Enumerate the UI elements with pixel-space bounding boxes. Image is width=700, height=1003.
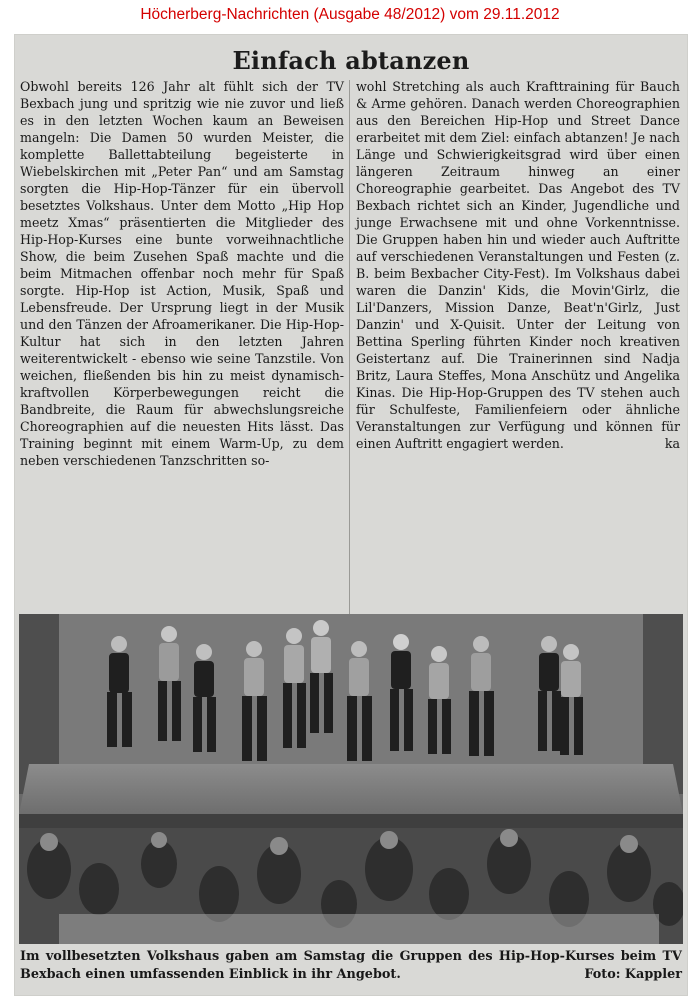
column-divider <box>349 80 350 628</box>
source-line: Höcherberg-Nachrichten (Ausgabe 48/2012) vom 29.11.2012 <box>140 6 560 23</box>
article-column-right <box>356 78 680 452</box>
article-text-right: wohl Stretching als auch Krafttraining für Bauch & Arme gehören. Danach werden Choreographien aus den Bereichen Hip-Hop und Street Dance erarbeitet mit dem Ziel: einfach abtanzen! Je nach Länge und Schwierigkeitsgrad wird über einen längeren Zeitraum hinweg an einer Choreographie gearbeitet. Das Angebot des TV Bexbach richtet sich an Kinder, Jugendliche und junge Erwachsene mit und ohne Vorkenntnisse. Die Gruppen haben hin und wieder auch Auftritte auf verschiedenen Veranstaltungen und Festen (z. B. beim Bexbacher City-Fest). Im Volkshaus dabei waren die Danzin' Kids, die Movin'Girlz, die Lil'Danzers, Mission Danze, Beat'n'Girlz, Just Danzin' und X-Quisit. Unter der Leitung von Bettina Sperling führten Kinder noch kreativen Geistertanz auf. Die Trainerinnen sind Nadja Britz, Laura Steffes, Mona Anschütz und Angelika Kinas. Die Hip-Hop-Gruppen des TV stehen auch für Schulfeste, Familienfeiern oder ähnliche Veranstaltungen zur Verfügung und können für einen Auftritt engagiert werden. <box>356 79 680 451</box>
article-text-left: Obwohl bereits 126 Jahr alt fühlt sich der TV Bexbach jung und spritzig wie nie zuvor und ließ es in den letzten Wochen kaum an Beweisen mangeln: Die Damen 50 wurden Meister, die komplette Ballettabteilung begeisterte in Wiebelskirchen mit „Peter Pan“ und am Samstag sorgten die Hip-Hop-Tänzer für ein übervoll besetztes Volkshaus. Unter dem Motto „Hip Hop meetz Xmas“ präsentierten die Mitglieder des Hip-Hop-Kurses eine bunte vorweihnachtliche Show, die beim Zusehen Spaß machte und die beim Mitmachen offenbar noch mehr für Spaß sorgte. Hip-Hop ist Action, Musik, Spaß und Lebensfreude. Der Ursprung liegt in der Musik und den Tänzen der Afroamerikaner. Die Hip-Hop-Kultur hat sich in den letzten Jahren weiterentwickelt - ebenso wie seine Tanzstile. Von weichen, fließenden bis hin zu meist dynamisch-kraftvollen Körperbewegungen reicht die Bandbreite, die Raum für abwechslungsreiche Choreographien auf die neuesten Hits lässt. Das Training beginnt mit einem Warm-Up, zu dem neben verschiedenen Tanzschritten so- <box>20 79 344 468</box>
article-headline: Einfach abtanzen <box>232 46 470 75</box>
photo-credit: Foto: Kappler <box>584 967 682 982</box>
dance-performance-image <box>19 614 683 944</box>
caption-text: Im vollbesetzten Volkshaus gaben am Samstag die Gruppen des Hip-Hop-Kurses beim TV Bexbach einen umfassenden Einblick in ihr Angebot. <box>20 949 682 982</box>
article-photo <box>19 614 683 944</box>
article-column-left <box>20 78 344 469</box>
photo-caption <box>20 948 682 984</box>
newspaper-clipping <box>14 34 688 996</box>
author-initials: ka <box>664 436 680 451</box>
article-text-right-wrapper <box>356 78 680 452</box>
